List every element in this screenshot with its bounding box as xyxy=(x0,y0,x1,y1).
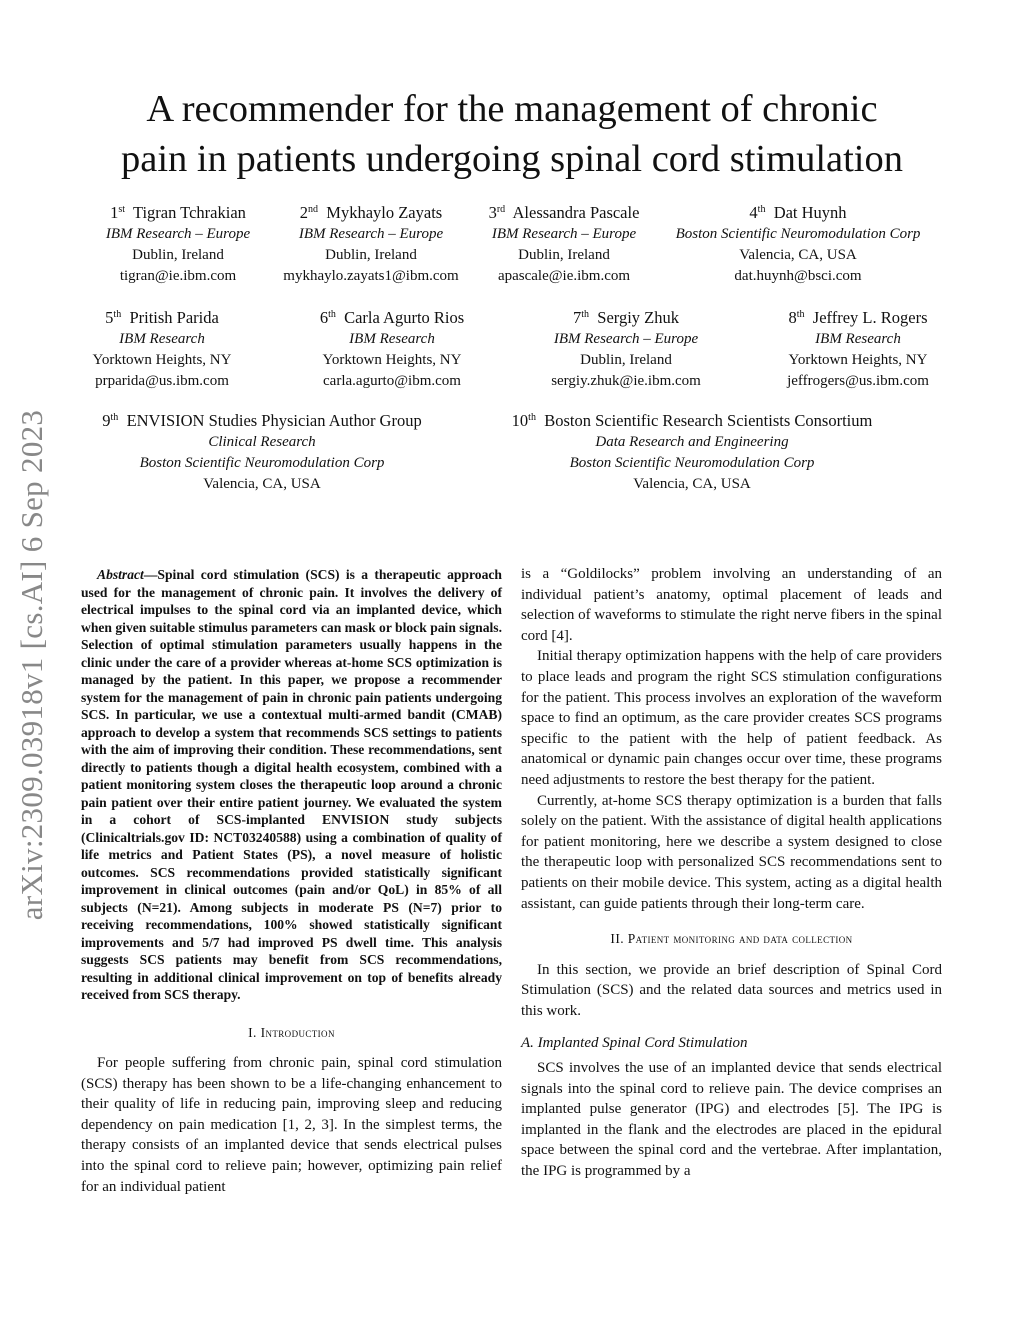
author-organization: Boston Scientific Neuromodulation Corp xyxy=(139,455,385,471)
author-email: dat.huynh@bsci.com xyxy=(734,268,862,284)
right-column xyxy=(521,564,942,1182)
author-name: Pritish Parida xyxy=(129,308,219,327)
author-6: 6th Carla Agurto Rios IBM Research Yorktown Heights, NY carla.agurto@ibm.com xyxy=(320,307,464,392)
section2-paragraph: In this section, we provide an brief description of Spinal Cord Stimulation (SCS) and the related data sources and metrics used in this work. xyxy=(521,961,942,1019)
paper-title xyxy=(70,84,954,184)
paragraph-initial-optimization: Initial therapy optimization happens with the help of care providers to place leads and program the right SCS stimulation configurations for the patient. This process involves an exploration of the waveform space to find an optimum, as the care provider creates SCS programs specific to the patient with the help of patient feedback. As anatomical or dynamic pain changes occur over time, these programs need adjustments to restore the best therapy for the patient. xyxy=(521,648,942,788)
author-name: Mykhaylo Zayats xyxy=(326,203,443,222)
author-location: Yorktown Heights, NY xyxy=(788,352,928,368)
author-name: Tigran Tchrakian xyxy=(132,203,246,222)
author-location: Valencia, CA, USA xyxy=(633,476,751,492)
author-location: Dublin, Ireland xyxy=(518,247,610,263)
intro-paragraph: For people suffering from chronic pain, spinal cord stimulation (SCS) therapy has been shown to be a life-changing enhancement to their quality of life in reducing pain, improving sleep and reducing dependency on pain medication [1, 2, 3]. In the simplest terms, the therapy consists of an implanted device that sends electrical pulses into the spinal cord to relieve pain; however, optimizing pain relief for an individual patient xyxy=(81,1055,502,1195)
author-name: ENVISION Studies Physician Author Group xyxy=(126,411,422,430)
subsection-a-paragraph: SCS involves the use of an implanted device that sends electrical signals into the spinal cord to relieve pain. The device comprises an implanted pulse generator (IPG) and electrodes [5]. The IPG is implanted in the flank and the electrodes are placed in the epidural space between the spinal cord and the vertebrae. After implantation, the IPG is programmed by a xyxy=(521,1060,942,1180)
author-3: 3rd Alessandra Pascale IBM Research – Europe Dublin, Ireland apascale@ie.ibm.com xyxy=(489,202,640,287)
author-organization: Boston Scientific Neuromodulation Corp xyxy=(569,455,815,471)
author-10: 10th Boston Scientific Research Scientists Consortium Data Research and Engineering Boston Scientific Neuromodulation Corp Valencia, CA, USA xyxy=(512,410,873,495)
author-email: carla.agurto@ibm.com xyxy=(323,373,461,389)
author-location: Valencia, CA, USA xyxy=(203,476,321,492)
section-heading-monitoring: II. Patient monitoring and data collection xyxy=(610,931,853,947)
author-affiliation: IBM Research – Europe xyxy=(491,226,637,242)
paragraph-goldilocks: is a “Goldilocks” problem involving an understanding of an individual patient’s anatomy, optimal placement of leads and selection of waveforms to stimulate the right nerve fibers in the spinal cord [4]. xyxy=(521,566,942,644)
author-name: Carla Agurto Rios xyxy=(344,308,465,327)
author-location: Yorktown Heights, NY xyxy=(322,352,462,368)
author-1: 1st Tigran Tchrakian IBM Research – Europe Dublin, Ireland tigran@ie.ibm.com xyxy=(106,202,250,287)
abstract-text: —Spinal cord stimulation (SCS) is a therapeutic approach used for the management of chronic pain. It involves the delivery of electrical impulses to the spinal cord via an implanted device, which when given suitable stimulus parameters can mask or block pain signals. Selection of optimal stimulation parameters usually happens in the clinic under the care of a provider whereas at-home SCS optimization is managed by the patient. In this paper, we propose a recommender system for the management of pain in chronic pain patients undergoing SCS. In particular, we use a contextual multi-armed bandit (CMAB) approach to develop a system that recommends SCS settings to patients with the aim of improving their condition. These recommendations, sent directly to patients though a digital health ecosystem, combined with a patient monitoring system closes the therapeutic loop around a chronic pain patient over their entire patient journey. We evaluated the system in a cohort of SCS-implanted ENVISION study subjects (Clinicaltrials.gov ID: NCT03240588) using a combination of quality of life metrics and Patient States (PS), a novel measure of holistic outcomes. SCS recommendations provided statistically significant improvement in clinical outcomes (pain and/or QoL) in 85% of all subjects (N=21). Among subjects in moderate PS (N=7) prior to receiving recommendations, 100% showed statistically significant improvements and 5/7 had improved PS dwell time. This analysis suggests SCS patients may benefit from SCS recommendations, resulting in additional clinical improvement on top of benefits already received from SCS therapy. xyxy=(81,567,502,1002)
arxiv-id: arXiv:2309.03918v1 [cs.AI] 6 Sep 2023 xyxy=(14,409,50,921)
author-9: 9th ENVISION Studies Physician Author Group Clinical Research Boston Scientific Neuromodulation Corp Valencia, CA, USA xyxy=(102,410,421,495)
subsection-heading-scs: A. Implanted Spinal Cord Stimulation xyxy=(521,1035,748,1052)
author-affiliation: Boston Scientific Neuromodulation Corp xyxy=(675,226,921,242)
left-column xyxy=(81,566,502,1197)
author-location: Dublin, Ireland xyxy=(132,247,224,263)
author-email: jeffrogers@us.ibm.com xyxy=(787,373,929,389)
author-name: Jeffrey L. Rogers xyxy=(812,308,928,327)
author-affiliation: Clinical Research xyxy=(208,434,316,450)
author-email: sergiy.zhuk@ie.ibm.com xyxy=(551,373,701,389)
section-heading-introduction: I. Introduction xyxy=(248,1024,335,1040)
title-line-2: pain in patients undergoing spinal cord stimulation xyxy=(120,138,903,180)
author-7: 7th Sergiy Zhuk IBM Research – Europe Dublin, Ireland sergiy.zhuk@ie.ibm.com xyxy=(551,307,701,392)
author-affiliation: IBM Research xyxy=(119,331,205,347)
author-affiliation: Data Research and Engineering xyxy=(595,434,789,450)
author-email: apascale@ie.ibm.com xyxy=(497,268,631,284)
author-2: 2nd Mykhaylo Zayats IBM Research – Europe Dublin, Ireland mykhaylo.zayats1@ibm.com xyxy=(283,202,458,287)
author-5: 5th Pritish Parida IBM Research Yorktown Heights, NY prparida@us.ibm.com xyxy=(93,307,232,392)
author-name: Alessandra Pascale xyxy=(512,203,640,222)
arxiv-stamp xyxy=(0,370,64,960)
title-line-1: A recommender for the management of chronic xyxy=(146,88,878,130)
author-name: Sergiy Zhuk xyxy=(597,308,680,327)
author-affiliation: IBM Research – Europe xyxy=(105,226,251,242)
author-location: Yorktown Heights, NY xyxy=(92,352,232,368)
author-affiliation: IBM Research – Europe xyxy=(553,331,699,347)
author-email: tigran@ie.ibm.com xyxy=(119,268,237,284)
author-email: prparida@us.ibm.com xyxy=(95,373,229,389)
author-location: Valencia, CA, USA xyxy=(739,247,857,263)
author-location: Dublin, Ireland xyxy=(580,352,672,368)
author-affiliation: IBM Research xyxy=(815,331,901,347)
author-email: mykhaylo.zayats1@ibm.com xyxy=(283,268,459,284)
author-affiliation: IBM Research – Europe xyxy=(298,226,444,242)
author-name: Dat Huynh xyxy=(773,203,847,222)
author-location: Dublin, Ireland xyxy=(325,247,417,263)
abstract-label: Abstract xyxy=(97,567,144,582)
abstract xyxy=(81,566,502,1004)
author-name: Boston Scientific Research Scientists Consortium xyxy=(544,411,873,430)
author-affiliation: IBM Research xyxy=(349,331,435,347)
author-4: 4th Dat Huynh Boston Scientific Neuromodulation Corp Valencia, CA, USA dat.huynh@bsci.com xyxy=(676,202,921,287)
author-8: 8th Jeffrey L. Rogers IBM Research Yorktown Heights, NY jeffrogers@us.ibm.com xyxy=(787,307,929,392)
paragraph-at-home: Currently, at-home SCS therapy optimization is a burden that falls solely on the patient. With the assistance of digital health applications for patient monitoring, here we describe a system designed to close the therapeutic loop with personalized SCS recommendations sent to patients on their mobile device. This system, acting as a digital health assistant, can guide patients through their long-term care. xyxy=(521,792,942,912)
